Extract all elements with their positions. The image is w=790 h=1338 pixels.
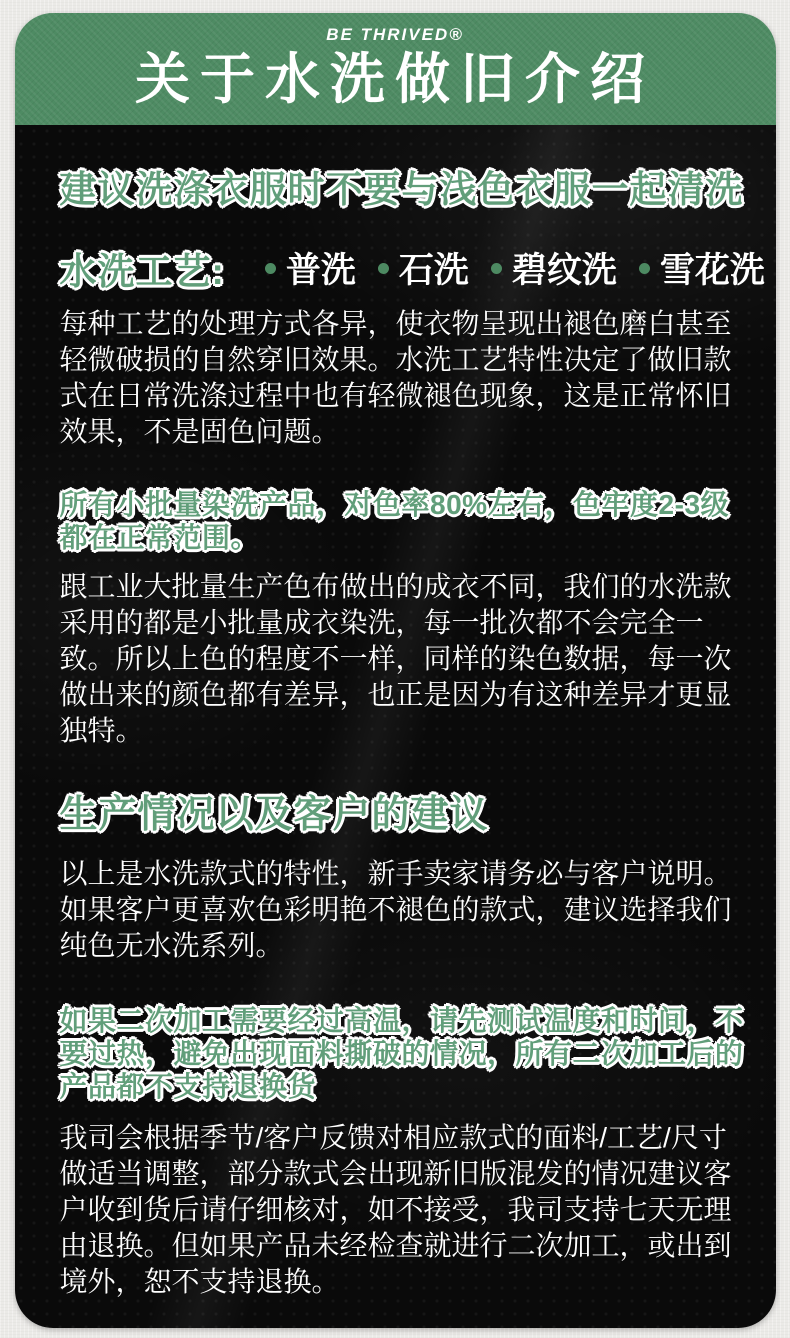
- washing-tip: 建议洗涤衣服时不要与浅色衣服一起清洗: [59, 169, 744, 210]
- paragraph-batch-dyeing: 跟工业大批量生产色布做出的成衣不同，我们的水洗款采用的都是小批量成衣染洗，每一批次都不会完全一致。所以上色的程度不一样，同样的染色数据，每一次做出来的颜色都有差异，也正是因为有这种差异才更显独特。: [59, 571, 732, 746]
- product-info-card: [15, 13, 776, 1328]
- wash-process-label: 水洗工艺:: [59, 251, 225, 292]
- note-color-fastness: 所有小批量染洗产品，对色率80%左右，色牢度2-3级都在正常范围。: [59, 489, 730, 553]
- page-title: 关于水洗做旧介绍: [134, 48, 655, 110]
- wash-process-item: [265, 243, 356, 293]
- wash-process-items: [265, 243, 765, 293]
- bullet-dot-icon: [378, 263, 389, 274]
- card-body: [15, 125, 776, 1328]
- bullet-dot-icon: [265, 263, 276, 274]
- wash-process-item-label: 普洗: [285, 251, 356, 290]
- brand-logo: BE THRIVED®: [326, 25, 464, 44]
- wash-process-item: [378, 243, 469, 293]
- card-header: [15, 13, 776, 125]
- bullet-dot-icon: [491, 263, 502, 274]
- section-title-production-advice: 生产情况以及客户的建议: [59, 794, 489, 836]
- wash-process-item-label: 雪花洗: [659, 251, 765, 290]
- wash-process-item: [639, 243, 765, 293]
- bullet-dot-icon: [639, 263, 650, 274]
- wash-process-item-label: 碧纹洗: [511, 251, 617, 290]
- wash-process-row: [59, 242, 765, 294]
- wash-process-item-label: 石洗: [398, 251, 469, 290]
- paragraph-customer-advice: 以上是水洗款式的特性，新手卖家请务必与客户说明。如果客户更喜欢色彩明艳不褪色的款式，建议选择我们纯色无水洗系列。: [59, 858, 732, 961]
- paragraph-return-policy: 我司会根据季节/客户反馈对相应款式的面料/工艺/尺寸做适当调整，部分款式会出现新旧版混发的情况建议客户收到货后请仔细核对，如不接受，我司支持七天无理由退换。但如果产品未经检查就进行二次加工，或出到境外，恕不支持退换。: [59, 1122, 732, 1297]
- paragraph-process-explanation: 每种工艺的处理方式各异，使衣物呈现出褪色磨白甚至轻微破损的自然穿旧效果。水洗工艺特性决定了做旧款式在日常洗涤过程中也有轻微褪色现象，这是正常怀旧效果，不是固色问题。: [59, 308, 732, 447]
- note-secondary-processing: 如果二次加工需要经过高温，请先测试温度和时间，不要过热，避免出现面料撕破的情况，所有二次加工后的产品都不支持退换货: [59, 1005, 744, 1102]
- wash-process-item: [491, 243, 617, 293]
- page: [0, 13, 790, 1328]
